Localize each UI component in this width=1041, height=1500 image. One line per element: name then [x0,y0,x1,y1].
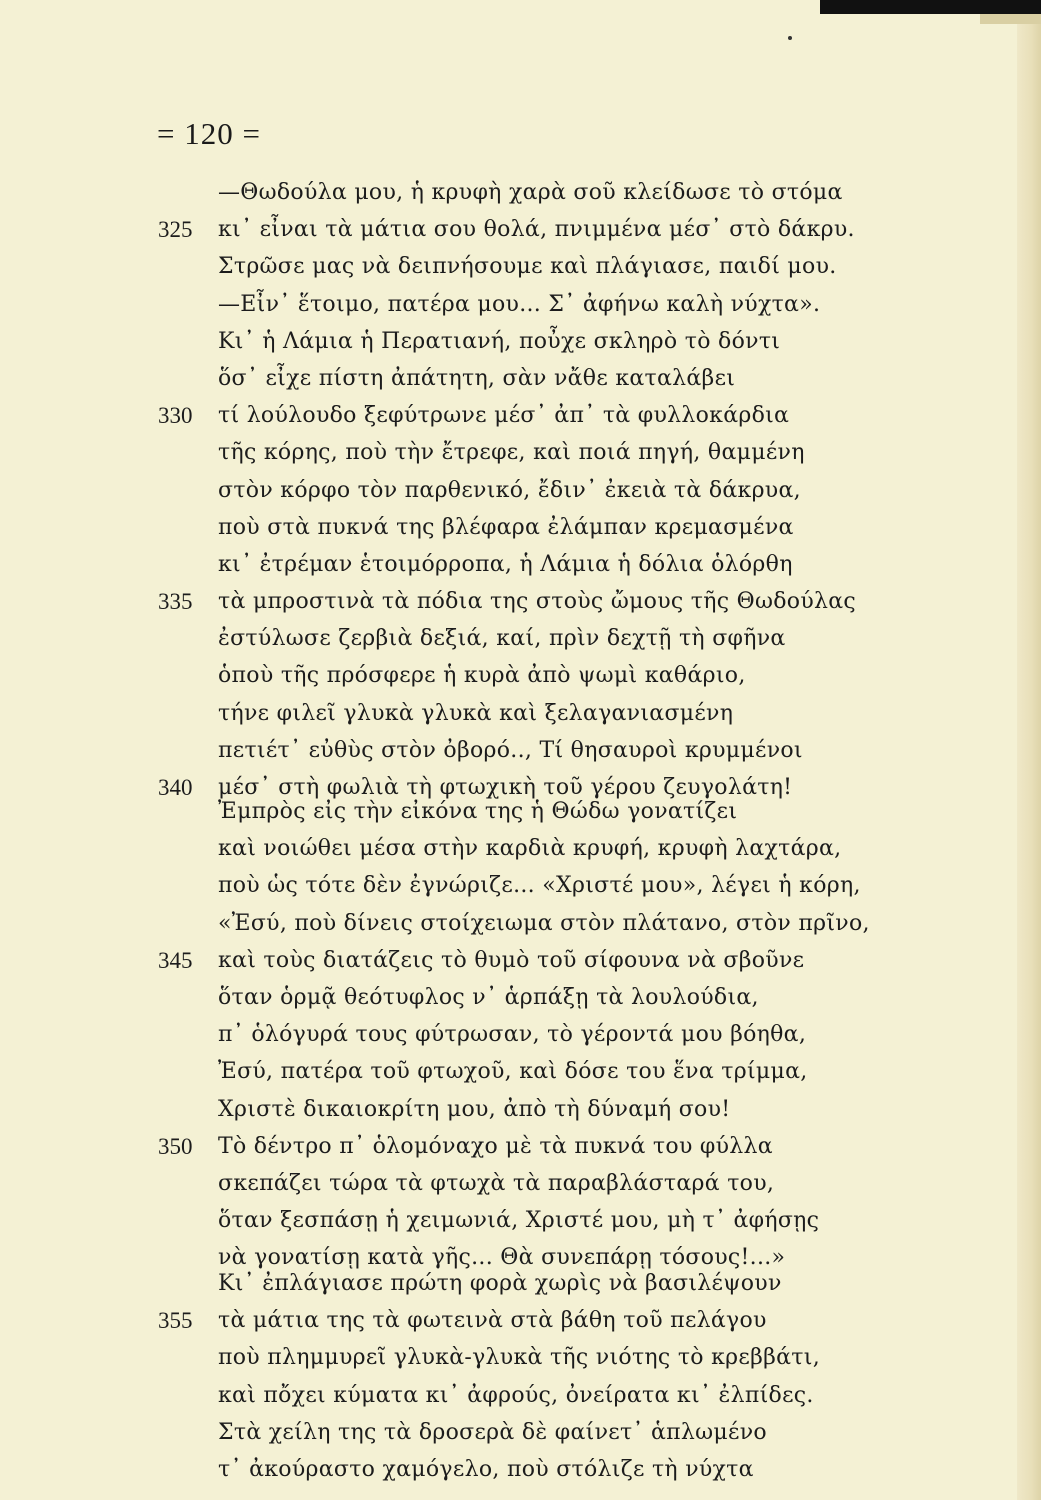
stanza-1 [0,174,1041,806]
verse-line [0,248,1041,285]
verse-line [0,472,1041,509]
page-edge-top [820,0,1041,14]
verse-line [0,1165,1041,1202]
verse-line [0,1128,1041,1165]
line-number: 355 [158,1308,193,1334]
verse-text: σκεπάζει τώρα τὰ φτωχὰ τὰ παραβλάσταρά του, [218,1170,775,1196]
stanza-2 [0,793,1041,1276]
verse-line [0,1414,1041,1451]
verse-line [0,657,1041,694]
line-number: 340 [158,775,193,800]
verse-text: κι᾽ ἐτρέμαν ἑτοιμόρροπα, ἡ Λάμια ἡ δόλια ὁλόρθη [218,551,793,577]
verse-line [0,1016,1041,1053]
verse-line [0,620,1041,657]
verse-text: κι᾽ εἶναι τὰ μάτια σου θολά, πνιμμένα μέσ᾽ στὸ δάκρυ. [218,217,855,243]
page-number: = 120 = [157,116,261,151]
verse-line [0,905,1041,942]
verse-line [0,583,1041,620]
verse-line [0,211,1041,248]
verse-line [0,732,1041,769]
verse-line [0,979,1041,1016]
verse-text: —Εἶν᾽ ἕτοιμο, πατέρα μου... Σ᾽ ἀφήνω καλὴ νύχτα». [218,291,821,317]
verse-line [0,1265,1041,1302]
verse-text: ὅσ᾽ εἶχε πίστη ἀπάτητη, σὰν νἄθε καταλάβει [218,365,736,391]
verse-line [0,323,1041,360]
verse-text: Κι᾽ ἐπλάγιασε πρώτη φορὰ χωρὶς νὰ βασιλέψουν [218,1271,782,1296]
verse-text: καὶ νοιώθει μέσα στὴν καρδιὰ κρυφή, κρυφὴ λαχτάρα, [218,836,842,862]
verse-text: —Θωδούλα μου, ἡ κρυφὴ χαρὰ σοῦ κλείδωσε τὸ στόμα [218,180,843,205]
stanza-3 [0,1265,1041,1488]
verse-text: ποὺ ὡς τότε δὲν ἐγνώριζε... «Χριστέ μου», λέγει ἡ κόρη, [218,873,861,899]
verse-text: τί λούλουδο ξεφύτρωνε μέσ᾽ ἀπ᾽ τὰ φυλλοκάρδια [218,403,790,429]
verse-line [0,1302,1041,1339]
ink-dot [788,36,792,40]
verse-line [0,434,1041,471]
verse-text: ὁποὺ τῆς πρόσφερε ἡ κυρὰ ἀπὸ ψωμὶ καθάριο, [218,663,746,689]
verse-text: Ἐμπρὸς εἰς τὴν εἰκόνα της ἡ Θώδω γονατίζει [218,799,738,824]
verse-line [0,1091,1041,1128]
verse-line [0,867,1041,904]
verse-text: καὶ πὄχει κύματα κι᾽ ἀφρούς, ὀνείρατα κι᾽ ἐλπίδες. [218,1382,814,1408]
verse-line [0,1377,1041,1414]
verse-line [0,1202,1041,1239]
verse-text: Στὰ χείλη της τὰ δροσερὰ δὲ φαίνετ᾽ ἁπλωμένο [218,1419,767,1445]
line-number: 350 [158,1133,193,1159]
verse-line [0,360,1041,397]
verse-text: Κι᾽ ἡ Λάμια ἡ Περατιανή, ποὖχε σκληρὸ τὸ δόντι [218,328,781,354]
verse-text: καὶ τοὺς διατάζεις τὸ θυμὸ τοῦ σίφουνα νὰ σβοῦνε [218,947,805,973]
verse-text: μέσ᾽ στὴ φωλιὰ τὴ φτωχικὴ τοῦ γέρου ζευγολάτη! [218,775,793,800]
verse-line [0,1339,1041,1376]
verse-text: Τὸ δέντρο π᾽ ὁλομόναχο μὲ τὰ πυκνά του φύλλα [218,1133,773,1159]
verse-text: ποὺ πλημμυρεῖ γλυκὰ-γλυκὰ τῆς νιότης τὸ κρεββάτι, [218,1345,820,1371]
verse-text: τήνε φιλεῖ γλυκὰ γλυκὰ καὶ ξελαγανιασμένη [218,700,734,726]
verse-text: τὰ μπροστινὰ τὰ πόδια της στοὺς ὤμους τῆς Θωδούλας [218,589,857,615]
verse-text: ποὺ στὰ πυκνά της βλέφαρα ἐλάμπαν κρεμασμένα [218,514,794,540]
verse-text: τὰ μάτια της τὰ φωτεινὰ στὰ βάθη τοῦ πελάγου [218,1308,767,1334]
verse-line [0,830,1041,867]
verse-text: στὸν κόρφο τὸν παρθενικό, ἔδιν᾽ ἐκειὰ τὰ δάκρυα, [218,477,801,503]
verse-line [0,509,1041,546]
line-number: 325 [158,217,193,243]
verse-line [0,942,1041,979]
verse-text: τῆς κόρης, ποὺ τὴν ἔτρεφε, καὶ ποιά πηγή, θαμμένη [218,440,805,466]
verse-text: ὅταν ξεσπάσῃ ἡ χειμωνιά, Χριστέ μου, μὴ τ᾽ ἀφήσῃς [218,1208,820,1234]
verse-text: ὅταν ὁρμᾷ θεότυφλος ν᾽ ἁρπάξῃ τὰ λουλούδια, [218,984,759,1010]
verse-line [0,286,1041,323]
verse-line [0,793,1041,830]
verse-line [0,1053,1041,1090]
verse-text: Στρῶσε μας νὰ δειπνήσουμε καὶ πλάγιασε, παιδί μου. [218,254,837,280]
verse-text: Ἐσύ, πατέρα τοῦ φτωχοῦ, καὶ δόσε του ἕνα τρίμμα, [218,1059,808,1085]
verse-line [0,397,1041,434]
verse-line [0,695,1041,732]
verse-text: «Ἐσύ, ποὺ δίνεις στοίχειωμα στὸν πλάτανο, στὸν πρῖνο, [218,910,870,936]
verse-text: ἐστύλωσε ζερβιὰ δεξιά, καί, πρὶν δεχτῇ τὴ σφῆνα [218,626,786,652]
verse-text: π᾽ ὁλόγυρά τους φύτρωσαν, τὸ γέροντά μου βόηθα, [218,1022,807,1048]
verse-text: νὰ γονατίσῃ κατὰ γῆς... Θὰ συνεπάρῃ τόσους!...» [218,1245,786,1271]
verse-text: τ᾽ ἀκούραστο χαμόγελο, ποὺ στόλιζε τὴ νύχτα [218,1456,754,1482]
line-number: 335 [158,589,193,615]
verse-line [0,546,1041,583]
page-edge-shadow [980,14,1041,24]
verse-text: Χριστὲ δικαιοκρίτη μου, ἀπὸ τὴ δύναμή σου! [218,1096,731,1122]
verse-line [0,174,1041,211]
line-number: 345 [158,947,193,973]
verse-line [0,1451,1041,1488]
line-number: 330 [158,403,193,429]
verse-text: πετιέτ᾽ εὐθὺς στὸν ὀβορό.., Τί θησαυροὶ κρυμμένοι [218,737,803,763]
